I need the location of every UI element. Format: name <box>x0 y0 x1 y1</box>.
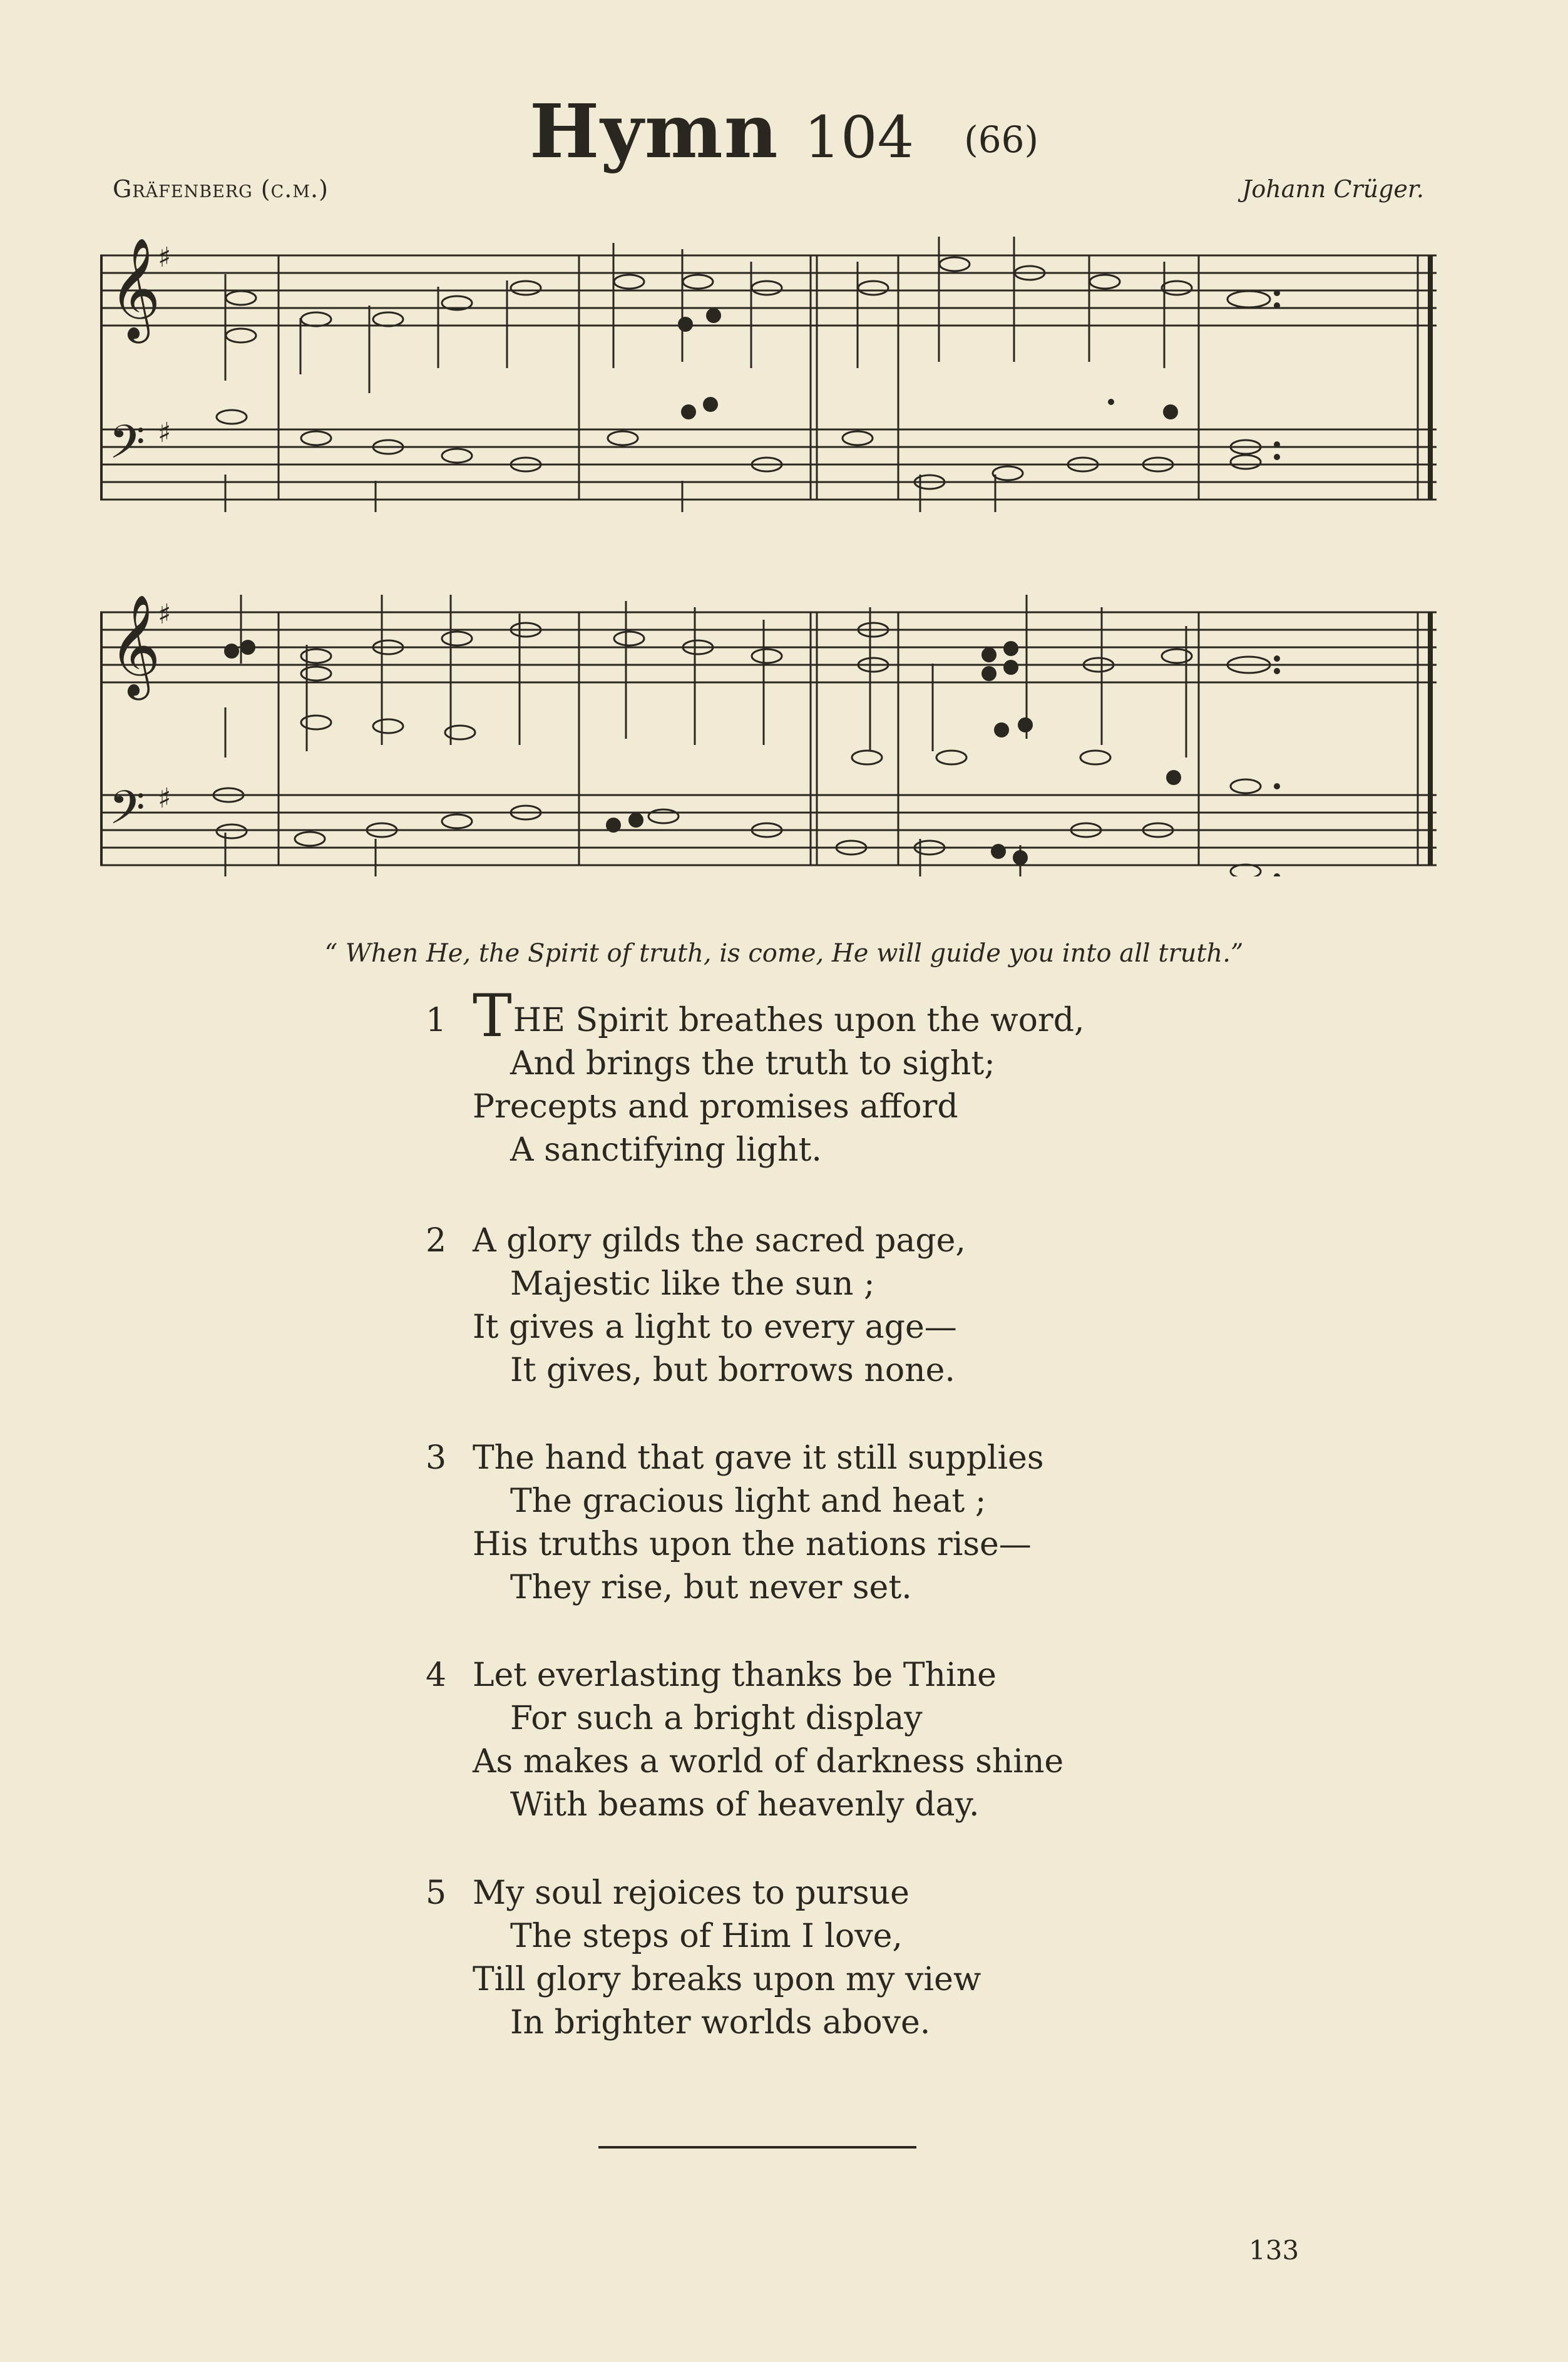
verse-line: His truths upon the nations rise— <box>473 1526 1032 1563</box>
hymn-alt-number: (66) <box>964 118 1039 161</box>
verse-number: 4 <box>426 1656 447 1694</box>
verse-number: 2 <box>426 1222 447 1260</box>
verse-number: 3 <box>426 1439 447 1477</box>
verse-line: The hand that gave it still supplies <box>473 1439 1044 1477</box>
music-staff-svg <box>100 237 1437 512</box>
music-system-2 <box>100 582 1437 876</box>
treble-clef-icon: 𝄞 <box>109 594 161 696</box>
key-signature-treble-icon: ♯ <box>158 598 172 630</box>
verse-number: 5 <box>426 1874 447 1912</box>
verse-number: 1 <box>426 1002 447 1039</box>
scripture-epigraph: “ When He, the Spirit of truth, is come, He will guide you into all truth.” <box>324 939 1244 968</box>
verse-line: It gives a light to every age— <box>473 1308 957 1346</box>
bass-clef-icon: 𝄢 <box>109 415 145 481</box>
verse-line: My soul rejoices to pursue <box>473 1874 910 1912</box>
key-signature-bass-icon: ♯ <box>158 417 172 449</box>
verse-line: They rise, but never set. <box>510 1569 912 1606</box>
key-signature-treble-icon: ♯ <box>158 242 172 274</box>
verse-2 <box>426 1220 966 1392</box>
drop-cap: T <box>473 982 512 1050</box>
bass-clef-icon: 𝄢 <box>109 781 145 846</box>
verse-line: For such a bright display <box>510 1700 923 1737</box>
verse-4 <box>426 1654 1064 1827</box>
verse-line: Majestic like the sun ; <box>510 1265 875 1303</box>
page-number: 133 <box>1249 2235 1299 2266</box>
treble-clef-icon: 𝄞 <box>109 237 161 339</box>
end-rule <box>598 2146 916 2149</box>
verse-line: In brighter worlds above. <box>510 2004 931 2041</box>
verse-line: With beams of heavenly day. <box>510 1786 980 1824</box>
verse-line: Precepts and promises afford <box>473 1088 958 1126</box>
verse-line: The steps of Him I love, <box>510 1918 903 1955</box>
composer-name: Johann Crüger. <box>1242 175 1424 203</box>
verse-line: A sanctifying light. <box>510 1131 822 1169</box>
verse-line: Till glory breaks upon my view <box>473 1961 981 1998</box>
verse-line: Let everlasting thanks be Thine <box>473 1656 997 1694</box>
verse-line: And brings the truth to sight; <box>510 1045 995 1082</box>
verse-line: It gives, but borrows none. <box>510 1352 955 1389</box>
verse-1 <box>426 982 1085 1172</box>
verse-line-text: HE Spirit breathes upon the word, <box>513 1002 1085 1039</box>
music-system-1 <box>100 237 1437 512</box>
music-staff-svg-2 <box>100 582 1437 876</box>
verse-line <box>473 982 1085 1050</box>
hymn-number: 104 <box>804 104 915 171</box>
hymn-title <box>0 88 1568 175</box>
tune-name: Gräfenberg (c.m.) <box>113 175 329 203</box>
verse-5 <box>426 1872 981 2045</box>
verse-line: A glory gilds the sacred page, <box>473 1222 966 1260</box>
verse-line: The gracious light and heat ; <box>510 1482 986 1520</box>
key-signature-bass-icon: ♯ <box>158 783 172 814</box>
verse-line: As makes a world of darkness shine <box>473 1743 1064 1780</box>
verse-3 <box>426 1437 1044 1610</box>
hymn-title-word: Hymn <box>529 88 779 175</box>
